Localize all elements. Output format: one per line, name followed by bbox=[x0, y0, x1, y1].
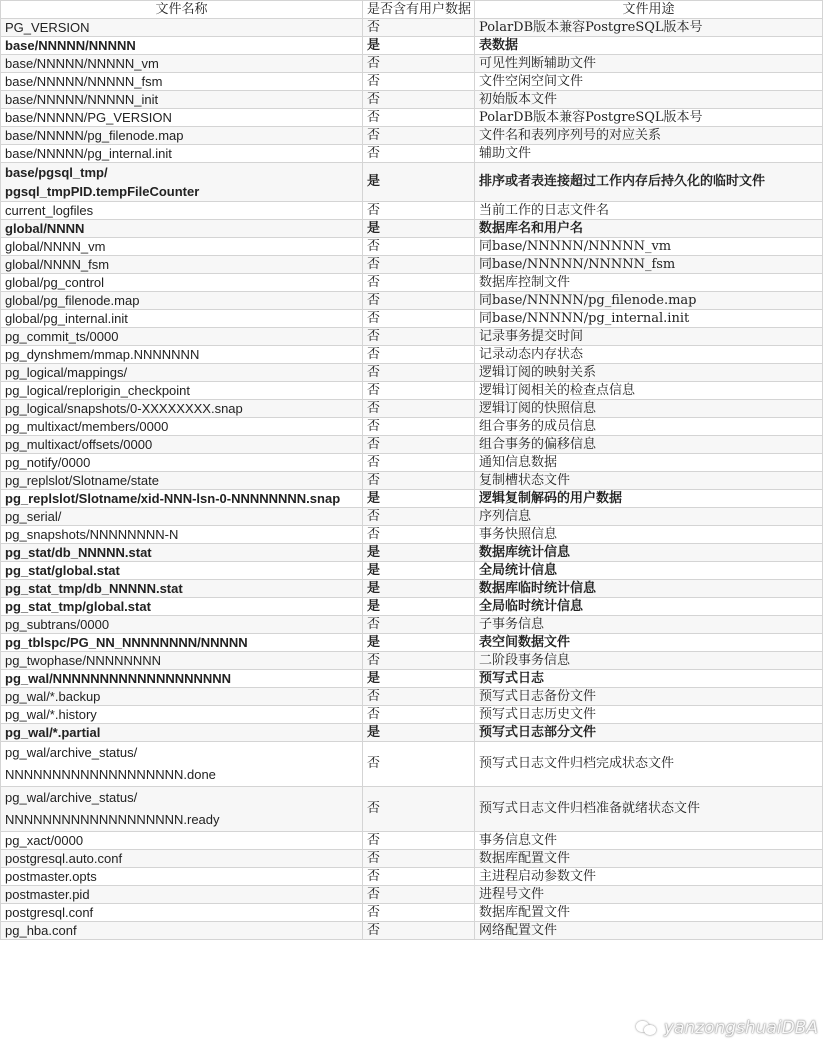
user-data-flag-cell: 是 bbox=[363, 544, 475, 562]
table-header-row bbox=[1, 1, 823, 19]
table-row bbox=[1, 706, 823, 724]
user-data-flag-cell: 否 bbox=[363, 55, 475, 73]
file-purpose-cell: 表空间数据文件 bbox=[475, 634, 823, 652]
user-data-flag-cell: 否 bbox=[363, 145, 475, 163]
file-purpose-cell: 数据库配置文件 bbox=[475, 904, 823, 922]
user-data-flag-cell: 是 bbox=[363, 562, 475, 580]
file-name-cell: pg_wal/*.backup bbox=[1, 688, 363, 706]
user-data-flag-cell: 否 bbox=[363, 418, 475, 436]
header-file-name: 文件名称 bbox=[1, 1, 363, 19]
user-data-flag-cell: 是 bbox=[363, 634, 475, 652]
file-purpose-cell: 组合事务的偏移信息 bbox=[475, 436, 823, 454]
file-name-cell: global/pg_internal.init bbox=[1, 310, 363, 328]
file-name-cell: pg_hba.conf bbox=[1, 922, 363, 940]
user-data-flag-cell: 是 bbox=[363, 670, 475, 688]
user-data-flag-cell: 是 bbox=[363, 37, 475, 55]
table-row bbox=[1, 202, 823, 220]
table-row bbox=[1, 922, 823, 940]
table-row bbox=[1, 562, 823, 580]
table-row bbox=[1, 238, 823, 256]
file-purpose-cell: 预写式日志备份文件 bbox=[475, 688, 823, 706]
file-name-cell: global/NNNN_fsm bbox=[1, 256, 363, 274]
user-data-flag-cell: 否 bbox=[363, 274, 475, 292]
table-row bbox=[1, 526, 823, 544]
file-purpose-cell: 初始版本文件 bbox=[475, 91, 823, 109]
file-name-cell: postmaster.opts bbox=[1, 868, 363, 886]
file-purpose-cell: 逻辑订阅的映射关系 bbox=[475, 364, 823, 382]
table-row bbox=[1, 109, 823, 127]
watermark bbox=[636, 1018, 818, 1038]
table-row bbox=[1, 220, 823, 238]
file-name-cell: base/NNNNN/NNNNN_fsm bbox=[1, 73, 363, 91]
file-purpose-cell: 预写式日志 bbox=[475, 670, 823, 688]
header-has-user-data: 是否含有用户数据 bbox=[363, 1, 475, 19]
file-name-cell: base/NNNNN/pg_filenode.map bbox=[1, 127, 363, 145]
file-purpose-cell: PolarDB版本兼容PostgreSQL版本号 bbox=[475, 109, 823, 127]
user-data-flag-cell: 否 bbox=[363, 742, 475, 787]
user-data-flag-cell: 否 bbox=[363, 19, 475, 37]
file-name-cell: pg_wal/NNNNNNNNNNNNNNNNNNN bbox=[1, 670, 363, 688]
user-data-flag-cell: 否 bbox=[363, 109, 475, 127]
user-data-flag-cell: 否 bbox=[363, 868, 475, 886]
file-name-cell: pg_replslot/Slotname/xid-NNN-lsn-0-NNNNNNNN.snap bbox=[1, 490, 363, 508]
file-name-cell: PG_VERSION bbox=[1, 19, 363, 37]
table-row bbox=[1, 787, 823, 832]
table-row bbox=[1, 832, 823, 850]
file-purpose-cell: 同base/NNNNN/NNNNN_vm bbox=[475, 238, 823, 256]
file-name-cell: pg_serial/ bbox=[1, 508, 363, 526]
table-row bbox=[1, 490, 823, 508]
file-purpose-cell: 同base/NNNNN/NNNNN_fsm bbox=[475, 256, 823, 274]
table-row bbox=[1, 310, 823, 328]
table-row bbox=[1, 19, 823, 37]
user-data-flag-cell: 否 bbox=[363, 256, 475, 274]
table-row bbox=[1, 328, 823, 346]
file-name-cell: global/pg_control bbox=[1, 274, 363, 292]
table-row bbox=[1, 454, 823, 472]
file-name-cell: pg_multixact/members/0000 bbox=[1, 418, 363, 436]
file-purpose-cell: 逻辑复制解码的用户数据 bbox=[475, 490, 823, 508]
table-row bbox=[1, 688, 823, 706]
table-row bbox=[1, 580, 823, 598]
table-row bbox=[1, 472, 823, 490]
table-row bbox=[1, 292, 823, 310]
file-purpose-cell: 数据库临时统计信息 bbox=[475, 580, 823, 598]
user-data-flag-cell: 否 bbox=[363, 508, 475, 526]
file-name-cell: pg_replslot/Slotname/state bbox=[1, 472, 363, 490]
file-purpose-cell: 逻辑订阅相关的检查点信息 bbox=[475, 382, 823, 400]
table-row bbox=[1, 400, 823, 418]
file-purpose-cell: 子事务信息 bbox=[475, 616, 823, 634]
file-name-cell: postmaster.pid bbox=[1, 886, 363, 904]
file-name-cell: global/NNNN_vm bbox=[1, 238, 363, 256]
user-data-flag-cell: 是 bbox=[363, 724, 475, 742]
file-purpose-cell: 预写式日志历史文件 bbox=[475, 706, 823, 724]
file-name-cell: pg_wal/archive_status/ NNNNNNNNNNNNNNNNNNN.done bbox=[1, 742, 363, 787]
user-data-flag-cell: 是 bbox=[363, 163, 475, 202]
table-row bbox=[1, 508, 823, 526]
user-data-flag-cell: 否 bbox=[363, 652, 475, 670]
file-purpose-cell: 预写式日志文件归档完成状态文件 bbox=[475, 742, 823, 787]
file-name-cell: pg_stat_tmp/global.stat bbox=[1, 598, 363, 616]
user-data-flag-cell: 否 bbox=[363, 202, 475, 220]
file-name-cell: pg_xact/0000 bbox=[1, 832, 363, 850]
user-data-flag-cell: 否 bbox=[363, 688, 475, 706]
file-name-cell: postgresql.auto.conf bbox=[1, 850, 363, 868]
file-name-cell: current_logfiles bbox=[1, 202, 363, 220]
file-purpose-cell: 当前工作的日志文件名 bbox=[475, 202, 823, 220]
file-purpose-cell: 逻辑订阅的快照信息 bbox=[475, 400, 823, 418]
user-data-flag-cell: 否 bbox=[363, 292, 475, 310]
table-row bbox=[1, 616, 823, 634]
table-row bbox=[1, 382, 823, 400]
table-row bbox=[1, 904, 823, 922]
watermark-text: yanzongshuaiDBA bbox=[663, 1018, 818, 1038]
file-purpose-cell: PolarDB版本兼容PostgreSQL版本号 bbox=[475, 19, 823, 37]
table-row bbox=[1, 436, 823, 454]
user-data-flag-cell: 否 bbox=[363, 472, 475, 490]
file-name-cell: base/NNNNN/NNNNN bbox=[1, 37, 363, 55]
user-data-flag-cell: 否 bbox=[363, 454, 475, 472]
user-data-flag-cell: 否 bbox=[363, 310, 475, 328]
file-purpose-cell: 数据库名和用户名 bbox=[475, 220, 823, 238]
file-purpose-cell: 可见性判断辅助文件 bbox=[475, 55, 823, 73]
file-name-cell: base/NNNNN/NNNNN_init bbox=[1, 91, 363, 109]
file-name-cell: pg_stat/global.stat bbox=[1, 562, 363, 580]
table-row bbox=[1, 73, 823, 91]
user-data-flag-cell: 是 bbox=[363, 598, 475, 616]
table-row bbox=[1, 670, 823, 688]
file-purpose-cell: 数据库统计信息 bbox=[475, 544, 823, 562]
file-name-cell: base/pgsql_tmp/ pgsql_tmpPID.tempFileCounter bbox=[1, 163, 363, 202]
user-data-flag-cell: 否 bbox=[363, 127, 475, 145]
file-purpose-cell: 文件空闲空间文件 bbox=[475, 73, 823, 91]
user-data-flag-cell: 否 bbox=[363, 436, 475, 454]
file-purpose-cell: 网络配置文件 bbox=[475, 922, 823, 940]
user-data-flag-cell: 否 bbox=[363, 526, 475, 544]
file-name-cell: pg_notify/0000 bbox=[1, 454, 363, 472]
table-row bbox=[1, 346, 823, 364]
user-data-flag-cell: 否 bbox=[363, 922, 475, 940]
table-row bbox=[1, 364, 823, 382]
file-purpose-cell: 主进程启动参数文件 bbox=[475, 868, 823, 886]
table-row bbox=[1, 724, 823, 742]
file-name-cell: pg_wal/*.partial bbox=[1, 724, 363, 742]
table-body bbox=[1, 19, 823, 940]
user-data-flag-cell: 否 bbox=[363, 832, 475, 850]
user-data-flag-cell: 否 bbox=[363, 616, 475, 634]
user-data-flag-cell: 是 bbox=[363, 490, 475, 508]
user-data-flag-cell: 否 bbox=[363, 91, 475, 109]
user-data-flag-cell: 是 bbox=[363, 580, 475, 598]
file-purpose-cell: 数据库控制文件 bbox=[475, 274, 823, 292]
user-data-flag-cell: 否 bbox=[363, 346, 475, 364]
table-row bbox=[1, 742, 823, 787]
file-purpose-cell: 排序或者表连接超过工作内存后持久化的临时文件 bbox=[475, 163, 823, 202]
file-purpose-cell: 复制槽状态文件 bbox=[475, 472, 823, 490]
file-purpose-cell: 事务信息文件 bbox=[475, 832, 823, 850]
file-purpose-cell: 预写式日志部分文件 bbox=[475, 724, 823, 742]
table-row bbox=[1, 55, 823, 73]
file-name-cell: base/NNNNN/NNNNN_vm bbox=[1, 55, 363, 73]
user-data-flag-cell: 否 bbox=[363, 904, 475, 922]
table-row bbox=[1, 544, 823, 562]
file-name-cell: pg_twophase/NNNNNNNN bbox=[1, 652, 363, 670]
header-file-purpose: 文件用途 bbox=[475, 1, 823, 19]
file-name-cell: pg_logical/replorigin_checkpoint bbox=[1, 382, 363, 400]
table-row bbox=[1, 652, 823, 670]
file-purpose-cell: 辅助文件 bbox=[475, 145, 823, 163]
file-name-cell: pg_commit_ts/0000 bbox=[1, 328, 363, 346]
file-name-cell: base/NNNNN/pg_internal.init bbox=[1, 145, 363, 163]
table-row bbox=[1, 634, 823, 652]
table-row bbox=[1, 256, 823, 274]
table-row bbox=[1, 274, 823, 292]
user-data-flag-cell: 否 bbox=[363, 328, 475, 346]
file-purpose-cell: 全局临时统计信息 bbox=[475, 598, 823, 616]
file-purpose-cell: 同base/NNNNN/pg_filenode.map bbox=[475, 292, 823, 310]
user-data-flag-cell: 否 bbox=[363, 382, 475, 400]
file-name-cell: pg_tblspc/PG_NN_NNNNNNNN/NNNNN bbox=[1, 634, 363, 652]
table-row bbox=[1, 418, 823, 436]
user-data-flag-cell: 否 bbox=[363, 850, 475, 868]
user-data-flag-cell: 否 bbox=[363, 364, 475, 382]
file-purpose-cell: 序列信息 bbox=[475, 508, 823, 526]
file-name-cell: pg_dynshmem/mmap.NNNNNNN bbox=[1, 346, 363, 364]
table-row bbox=[1, 37, 823, 55]
user-data-flag-cell: 否 bbox=[363, 886, 475, 904]
file-name-cell: global/NNNN bbox=[1, 220, 363, 238]
file-name-cell: pg_logical/mappings/ bbox=[1, 364, 363, 382]
file-purpose-cell: 记录事务提交时间 bbox=[475, 328, 823, 346]
file-purpose-cell: 事务快照信息 bbox=[475, 526, 823, 544]
file-name-cell: pg_multixact/offsets/0000 bbox=[1, 436, 363, 454]
table-row bbox=[1, 868, 823, 886]
table-row bbox=[1, 886, 823, 904]
table-row bbox=[1, 850, 823, 868]
user-data-flag-cell: 否 bbox=[363, 400, 475, 418]
file-purpose-cell: 文件名和表列序列号的对应关系 bbox=[475, 127, 823, 145]
file-purpose-cell: 表数据 bbox=[475, 37, 823, 55]
wechat-icon bbox=[636, 1019, 658, 1037]
user-data-flag-cell: 否 bbox=[363, 238, 475, 256]
file-name-cell: pg_snapshots/NNNNNNNN-N bbox=[1, 526, 363, 544]
file-purpose-cell: 进程号文件 bbox=[475, 886, 823, 904]
file-purpose-cell: 通知信息数据 bbox=[475, 454, 823, 472]
file-name-cell: pg_wal/*.history bbox=[1, 706, 363, 724]
file-name-cell: pg_subtrans/0000 bbox=[1, 616, 363, 634]
table-row bbox=[1, 91, 823, 109]
table-row bbox=[1, 163, 823, 202]
file-name-cell: base/NNNNN/PG_VERSION bbox=[1, 109, 363, 127]
table-row bbox=[1, 145, 823, 163]
user-data-flag-cell: 是 bbox=[363, 220, 475, 238]
table-row bbox=[1, 127, 823, 145]
file-name-cell: pg_stat_tmp/db_NNNNN.stat bbox=[1, 580, 363, 598]
file-purpose-cell: 二阶段事务信息 bbox=[475, 652, 823, 670]
file-name-cell: postgresql.conf bbox=[1, 904, 363, 922]
file-purpose-cell: 同base/NNNNN/pg_internal.init bbox=[475, 310, 823, 328]
file-purpose-cell: 全局统计信息 bbox=[475, 562, 823, 580]
file-name-cell: pg_stat/db_NNNNN.stat bbox=[1, 544, 363, 562]
user-data-flag-cell: 否 bbox=[363, 787, 475, 832]
file-purpose-cell: 组合事务的成员信息 bbox=[475, 418, 823, 436]
table-row bbox=[1, 598, 823, 616]
file-purpose-cell: 记录动态内存状态 bbox=[475, 346, 823, 364]
file-purpose-cell: 数据库配置文件 bbox=[475, 850, 823, 868]
file-name-cell: global/pg_filenode.map bbox=[1, 292, 363, 310]
user-data-flag-cell: 否 bbox=[363, 73, 475, 91]
file-name-cell: pg_logical/snapshots/0-XXXXXXXX.snap bbox=[1, 400, 363, 418]
user-data-flag-cell: 否 bbox=[363, 706, 475, 724]
file-purpose-cell: 预写式日志文件归档准备就绪状态文件 bbox=[475, 787, 823, 832]
file-name-cell: pg_wal/archive_status/ NNNNNNNNNNNNNNNNNNN.ready bbox=[1, 787, 363, 832]
